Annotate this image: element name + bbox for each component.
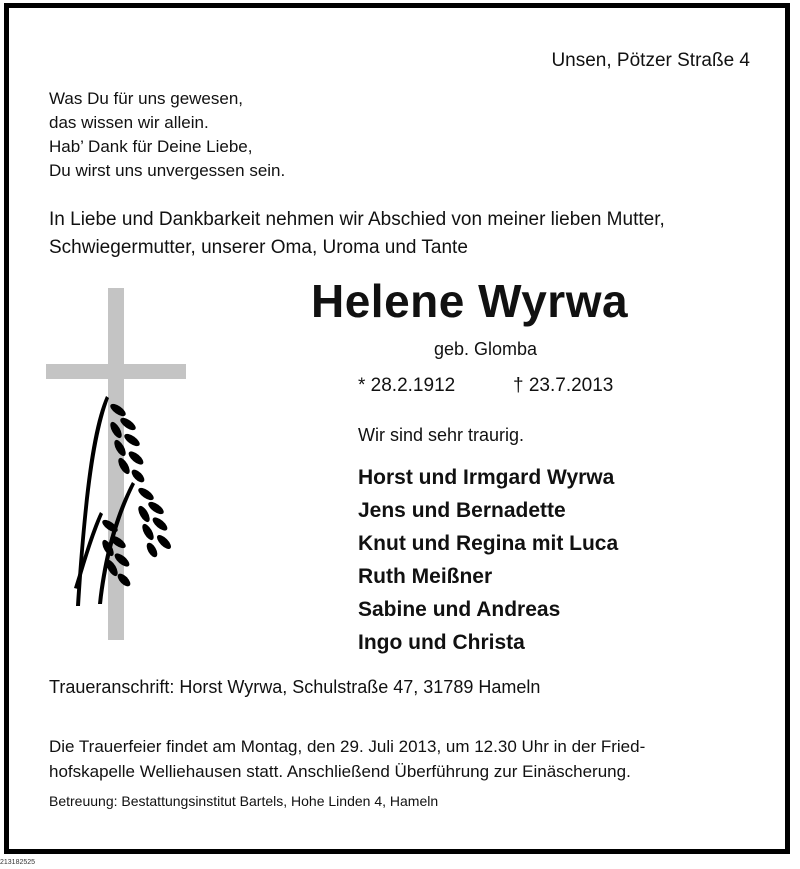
deceased-name: Helene Wyrwa: [311, 275, 629, 327]
ceremony-line: Die Trauerfeier findet am Montag, den 29. Juli 2013, um 12.30 Uhr in der Fried-: [49, 737, 646, 756]
mourner-name: Ingo und Christa: [358, 631, 525, 654]
poem-line: Was Du für uns gewesen,: [49, 89, 244, 108]
birth-date: * 28.2.1912: [358, 375, 456, 396]
reference-number: 213182525: [0, 859, 36, 866]
mourning-line: Wir sind sehr traurig.: [358, 425, 525, 445]
poem-line: das wissen wir allein.: [49, 113, 209, 132]
intro-line: In Liebe und Dankbarkeit nehmen wir Abschied von meiner lieben Mutter,: [49, 209, 665, 230]
mourner-name: Jens und Bernadette: [358, 499, 566, 522]
mourner-name: Horst und Irmgard Wyrwa: [358, 466, 615, 489]
ceremony-line: hofskapelle Welliehausen statt. Anschließend Überführung zur Einäscherung.: [49, 762, 631, 781]
mourner-name: Knut und Regina mit Luca: [358, 532, 619, 555]
funeral-home-line: Betreuung: Bestattungsinstitut Bartels, Hohe Linden 4, Hameln: [49, 793, 439, 809]
death-date: † 23.7.2013: [513, 375, 614, 396]
maiden-name: geb. Glomba: [434, 339, 538, 359]
location-line: Unsen, Pötzer Straße 4: [551, 50, 750, 71]
intro-line: Schwiegermutter, unserer Oma, Uroma und Tante: [49, 237, 468, 258]
poem-line: Hab’ Dank für Deine Liebe,: [49, 137, 253, 156]
mourner-name: Ruth Meißner: [358, 565, 493, 588]
mourners-list: [358, 461, 618, 659]
poem: [49, 87, 285, 183]
ceremony-info: [49, 734, 645, 784]
poem-line: Du wirst uns unvergessen sein.: [49, 161, 286, 180]
mourning-address: Traueranschrift: Horst Wyrwa, Schulstraße 47, 31789 Hameln: [49, 677, 541, 697]
mourner-name: Sabine und Andreas: [358, 598, 561, 621]
intro-text: [49, 206, 665, 262]
cross-with-wheat-icon: [46, 288, 190, 640]
